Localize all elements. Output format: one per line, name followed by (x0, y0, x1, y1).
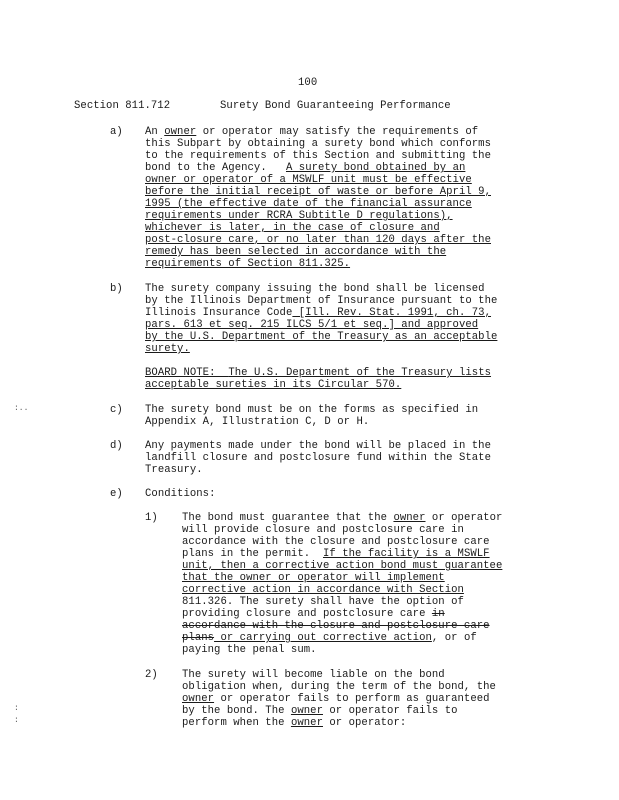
board-note-line: acceptable sureties in its Circular 570. (145, 379, 402, 391)
item-d-line: Treasury. (145, 464, 203, 476)
item-b-line: by the U.S. Department of the Treasury as an acceptable (145, 331, 498, 343)
item-a-line: requirements of Section 811.325. (145, 258, 351, 270)
item-a-line: bond to the Agency. A surety bond obtained by an (145, 162, 466, 174)
owner-term: owner (290, 717, 323, 729)
item-a-line: this Subpart by obtaining a surety bond which conforms (145, 138, 491, 150)
owner-term: owner (182, 693, 215, 705)
condition-2-line: owner or operator fails to perform as guaranteed (182, 693, 490, 705)
item-label-e: e) (110, 488, 123, 500)
condition-1-line: 811.326. The surety shall have the option of (182, 596, 464, 608)
item-a-line: post-closure care, or no later than 120 days after the (145, 234, 491, 246)
owner-term: owner (393, 512, 426, 524)
item-label-c: c) (110, 404, 123, 416)
board-note: BOARD NOTE: The U.S. Department of the Treasury lists (145, 367, 492, 379)
item-b-line: pars. 613 et seq. 215 ILCS 5/1 et seq.] and approved (145, 319, 479, 331)
item-a-line: owner or operator of a MSWLF unit must be effective (145, 174, 472, 186)
margin-mark: : (14, 716, 19, 725)
section-number: Section 811.712 (74, 100, 171, 112)
condition-1-line: unit, then a corrective action bond must guarantee (182, 560, 503, 572)
item-a-line: to the requirements of this Section and submitting the (145, 150, 491, 162)
condition-1-line: corrective action in accordance with Section (182, 584, 464, 596)
condition-1-line: that the owner or operator will implement (182, 572, 445, 584)
item-c-line: The surety bond must be on the forms as specified in (145, 404, 479, 416)
margin-mark: : (14, 704, 19, 713)
condition-label-2: 2) (145, 669, 158, 681)
item-d-line: Any payments made under the bond will be placed in the (145, 440, 491, 452)
condition-1-line: accordance with the closure and postclosure care (182, 620, 490, 632)
owner-term: owner (290, 705, 323, 717)
condition-2-line: obligation when, during the term of the bond, the (182, 681, 496, 693)
item-label-b: b) (110, 283, 123, 295)
condition-1-line: plans or carrying out corrective action, or of (182, 632, 477, 644)
condition-1-line: will provide closure and postclosure care in (182, 524, 464, 536)
item-b-line: The surety company issuing the bond shall be licensed (145, 283, 485, 295)
condition-2-line: perform when the owner or operator: (182, 717, 407, 729)
condition-2-line: The surety will become liable on the bond (182, 669, 445, 681)
item-b-line: by the Illinois Department of Insurance pursuant to the (145, 295, 498, 307)
condition-1-line: paying the penal sum. (182, 644, 317, 656)
condition-1-line: accordance with the closure and postclosure care (182, 536, 490, 548)
conditions-heading: Conditions: (145, 488, 216, 500)
item-b-line: surety. (145, 343, 190, 355)
section-title: Surety Bond Guaranteeing Performance (220, 100, 451, 112)
item-c-line: Appendix A, Illustration C, D or H. (145, 416, 370, 428)
item-b-line: Illinois Insurance Code [Ill. Rev. Stat. 1991, ch. 73, (145, 307, 492, 319)
item-a-line: 1995 (the effective date of the financial assurance (145, 198, 472, 210)
margin-mark: :.. (14, 404, 29, 413)
item-a-line: remedy has been selected in accordance with the (145, 246, 447, 258)
condition-1-line: providing closure and postclosure care in (182, 608, 445, 620)
item-d-line: landfill closure and postclosure fund within the State (145, 452, 491, 464)
board-note-label: BOARD NOTE: (145, 367, 216, 379)
item-a-line: whichever is later, in the case of closure and (145, 222, 440, 234)
condition-1-line: plans in the permit. If the facility is a MSWLF (182, 548, 490, 560)
condition-1-line: The bond must guarantee that the owner or operator (182, 512, 503, 524)
item-a-line: An owner or operator may satisfy the requirements of (145, 126, 479, 138)
condition-label-1: 1) (145, 512, 158, 524)
condition-2-line: by the bond. The owner or operator fails to (182, 705, 458, 717)
item-label-d: d) (110, 440, 123, 452)
item-a-line: before the initial receipt of waste or before April 9, (145, 186, 491, 198)
item-a-line: requirements under RCRA Subtitle D regulations), (145, 210, 453, 222)
page-number: 100 (298, 77, 318, 89)
owner-term: owner (164, 126, 197, 138)
item-label-a: a) (110, 126, 123, 138)
